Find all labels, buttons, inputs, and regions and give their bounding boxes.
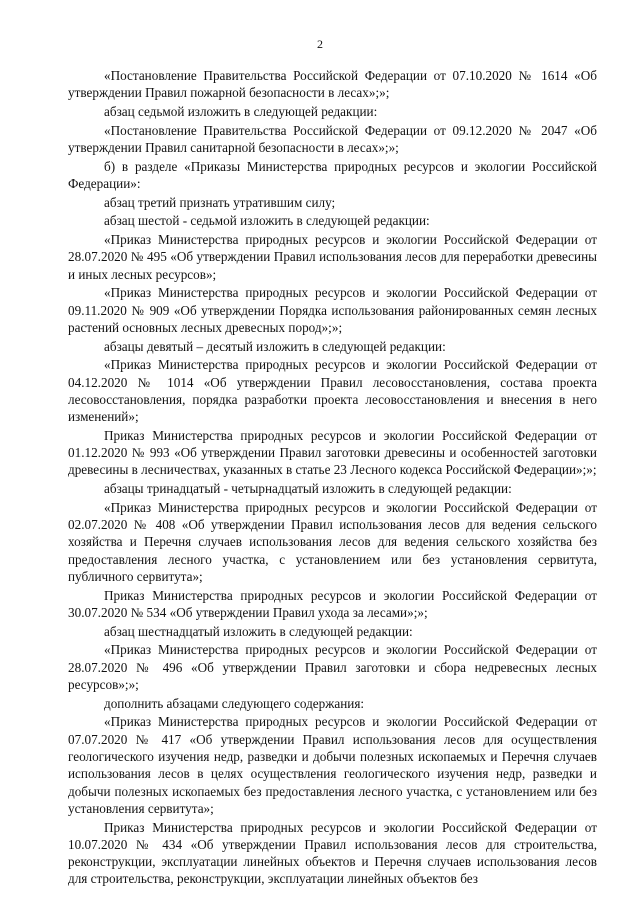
paragraph: «Приказ Министерства природных ресурсов и экологии Российской Федерации от 07.07.2020 № 417 «Об утверждении Правил использования лесов для осуществления геологического изучения недр, разведки и добычи полезных ископаемых и Перечня случаев использования лесов в целях осуществления геологического изучения недр, разведки и добычи полезных ископаемых без предоставления лесного участка, с установлением или без установления сервитута»; (68, 714, 597, 816)
paragraph: «Постановление Правительства Российской Федерации от 09.12.2020 № 2047 «Об утверждении Правил санитарной безопасности в лесах»;»; (68, 122, 597, 155)
paragraph: «Приказ Министерства природных ресурсов и экологии Российской Федерации от 02.07.2020 № 408 «Об утверждении Правил использования лесов для ведения сельского хозяйства и Перечня случаев использования лесов для ведения сельского хозяйства без предоставления лесного участка, с установлением или без установления сервитута, публичного сервитута»; (68, 499, 597, 584)
paragraph: абзац шестой - седьмой изложить в следующей редакции: (104, 213, 430, 229)
paragraph: Приказ Министерства природных ресурсов и экологии Российской Федерации от 10.07.2020 № 434 «Об утверждении Правил использования лесов для строительства, реконструкции, эксплуатации линейных объектов и Перечня случаев использования лесов для строительства, реконструкции, эксплуатации линейных объектов без (68, 819, 597, 887)
paragraph: Приказ Министерства природных ресурсов и экологии Российской Федерации от 01.12.2020 № 993 «Об утверждении Правил заготовки древесины и особенностей заготовки древесины в лесничествах, указанных в статье 23 Лесного кодекса Российской Федерации»;»; (68, 427, 597, 478)
paragraph: «Приказ Министерства природных ресурсов и экологии Российской Федерации от 28.07.2020 № 496 «Об утверждении Правил заготовки и сбора недревесных лесных ресурсов»;»; (68, 642, 597, 692)
paragraph: дополнить абзацами следующего содержания: (104, 695, 365, 711)
paragraph: «Постановление Правительства Российской Федерации от 07.10.2020 № 1614 «Об утверждении Правил пожарной безопасности в лесах»;»; (68, 68, 597, 101)
paragraph: «Приказ Министерства природных ресурсов и экологии Российской Федерации от 28.07.2020 № 495 «Об утверждении Правил использования лесов для переработки древесины и иных лесных ресурсов»; (68, 232, 597, 282)
paragraph: абзац третий признать утратившим силу; (104, 194, 336, 210)
paragraph: Приказ Министерства природных ресурсов и экологии Российской Федерации от 30.07.2020 № 534 «Об утверждении Правил ухода за лесами»;»; (68, 587, 597, 620)
paragraph: б) в разделе «Приказы Министерства природных ресурсов и экологии Российской Федерации»: (68, 158, 597, 191)
paragraph: «Приказ Министерства природных ресурсов и экологии Российской Федерации от 09.11.2020 № 909 «Об утверждении Порядка использования районированных семян лесных растений основных лесных древесных пород»;»; (68, 285, 597, 335)
page-number: 2 (317, 37, 323, 51)
document-body (68, 67, 597, 888)
paragraph: абзац шестнадцатый изложить в следующей редакции: (104, 623, 413, 639)
paragraph: абзац седьмой изложить в следующей редакции: (104, 103, 378, 119)
paragraph: абзацы девятый – десятый изложить в следующей редакции: (104, 338, 446, 354)
paragraph: «Приказ Министерства природных ресурсов и экологии Российской Федерации от 04.12.2020 № 1014 «Об утверждении Правил лесовосстановления, состава проекта лесовосстановления, порядка разработки проекта лесовосстановления и внесения в него изменений»; (68, 357, 597, 425)
paragraph: абзацы тринадцатый - четырнадцатый изложить в следующей редакции: (104, 481, 512, 497)
